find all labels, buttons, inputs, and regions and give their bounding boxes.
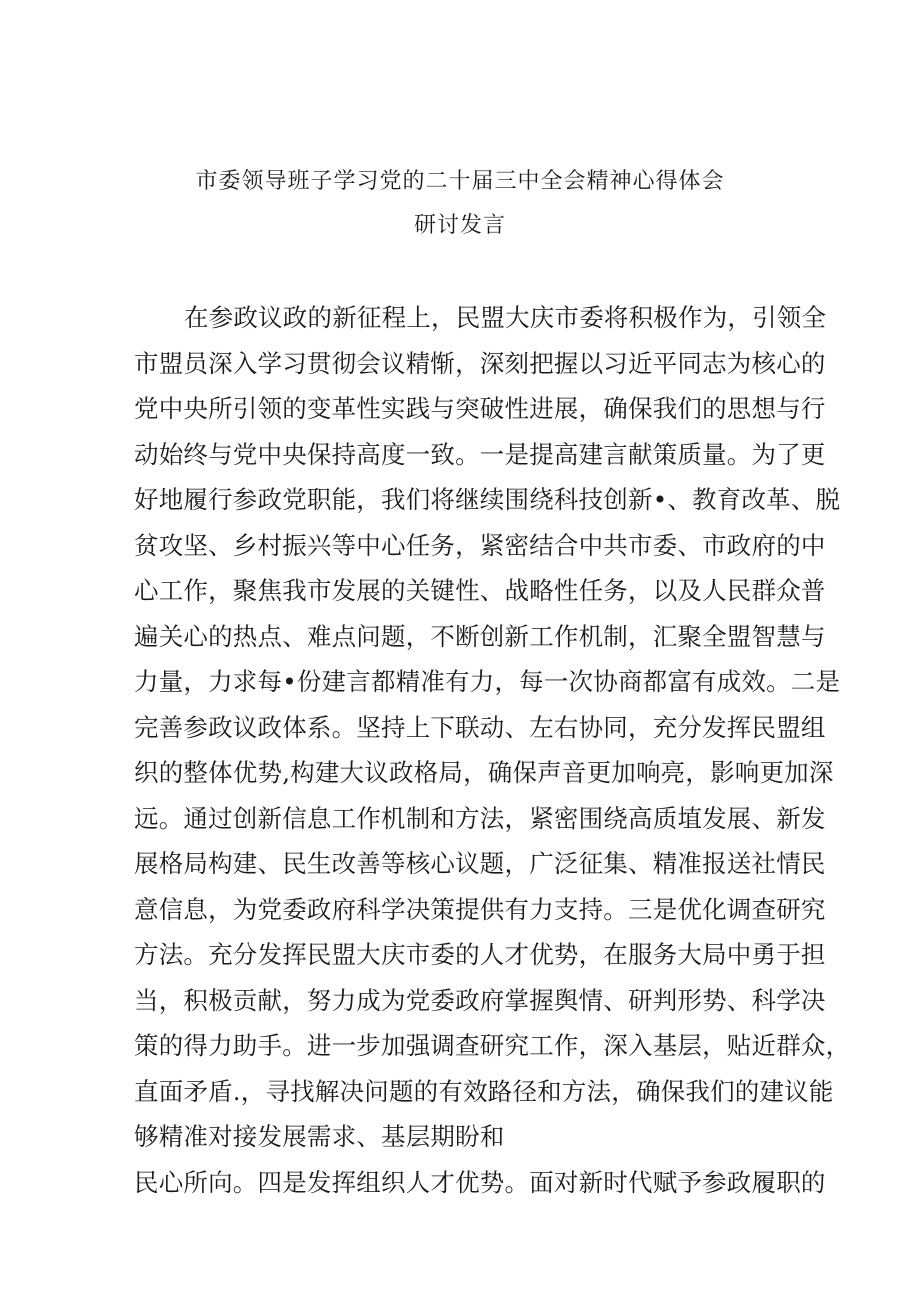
- document-title: [0, 160, 920, 248]
- paragraph-line: 织的整体优势,构建大议政格局，确保声音更加响亮，影响更加深: [134, 758, 834, 787]
- paragraph-line: 心工作，聚焦我市发展的关键性、战略性任务，以及人民群众普: [134, 576, 826, 605]
- paragraph-line: 够精准对接发展需求、基层期盼和: [134, 1122, 505, 1151]
- paragraph-line: 当，积极贡献，努力成为党委政府掌握舆情、研判形势、科学决: [134, 985, 826, 1015]
- paragraph-line: 党中央所引领的变革性实践与突破性进展，确保我们的思想与行: [134, 394, 826, 423]
- paragraph-line: 直面矛盾.，寻找解决问题的有效路径和方法，确保我们的建议能: [134, 1076, 834, 1106]
- paragraph-line: 贫攻坚、乡村振兴等中心任务，紧密结合中共市委、市政府的中: [134, 530, 826, 560]
- paragraph-line: 完善参政议政体系。坚持上下联动、左右协同，充分发挥民盟组: [134, 712, 826, 742]
- paragraph-line: 市盟员深入学习贯彻会议精惭，深刻把握以习近平同志为核心的: [134, 348, 826, 378]
- paragraph-line: 方法。充分发挥民盟大庆市委的人才优势，在服务大局中勇于担: [134, 940, 826, 969]
- paragraph-line: 远。通过创新信息工作机制和方法，紧密围绕高质埴发展、新发: [134, 803, 826, 833]
- paragraph-line: 在参政议政的新征程上，民盟大庆市委将积极作为，引领全: [184, 303, 827, 332]
- paragraph-line: 遍关心的热点、难点问题，不断创新工作机制，汇聚全盟智慧与: [134, 621, 826, 651]
- paragraph-line: 好地履行参政党职能，我们将继续围绕科技创新•、教育改革、脱: [134, 485, 841, 514]
- title-line-2: 研讨发言: [413, 213, 506, 238]
- paragraph-line: 力量，力求每•份建言都精准有力，每一次协商都富有成效。二是: [134, 667, 841, 696]
- paragraph-line: 民心所向。四是发挥组织人才优势。面对新时代赋予参政履职的: [134, 1167, 826, 1197]
- title-line-1: 市委领导班子学习党的二十届三中全会精神心得体会: [195, 169, 725, 194]
- paragraph-line: 策的得力助手。进一步加强调查研究工作，深入基层，贴近群众，: [134, 1031, 851, 1060]
- paragraph-line: 意信息，为党委政府科学决策提供有力支持。三是优化调查研究: [134, 894, 826, 924]
- body-paragraph: [134, 295, 851, 1205]
- paragraph-line: 动始终与党中央保持高度一致。一是提高建言献策质量。为了更: [134, 439, 826, 469]
- paragraph-line: 展格局构建、民生改善等核心议题，广泛征集、精准报送社情民: [134, 849, 826, 878]
